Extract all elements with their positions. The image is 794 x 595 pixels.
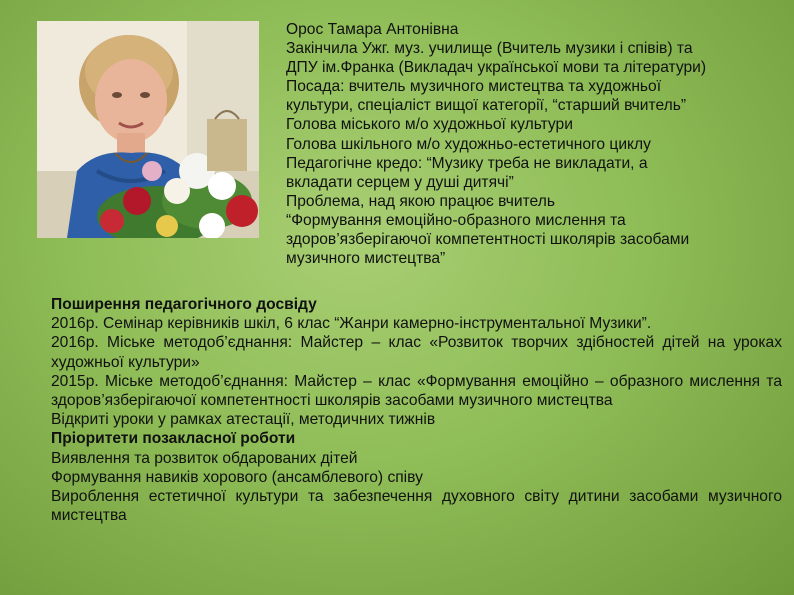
bio-line: Педагогічне кредо: “Музику треба не викладати, а [286,154,648,172]
experience-item: 2015р. Міське методоб’єднання: Майстер – клас «Формування емоційно – образного мислення та здоров’язберігаючої компетентності школярів засобами музичного мистецтва [51,372,782,410]
priority-item: Формування навиків хорового (ансамблевого) співу [51,468,423,486]
bio-line: Посада: вчитель музичного мистецтва та художньої [286,78,662,96]
experience-item: 2016р. Семінар керівників шкіл, 6 клас “Жанри камерно-інструментальної Музики”. [51,315,652,333]
bio-line: здоров’язберігаючої компетентності школярів засобами [286,231,690,249]
bio-line: культури, спеціаліст вищої категорії, “старший вчитель” [286,97,687,115]
bio-line: “Формування емоційно-образного мислення та [286,211,626,229]
experience-item: 2016р. Міське методоб’єднання: Майстер – клас «Розвиток творчих здібностей дітей на уроках художньої культури» [51,334,782,371]
bio-line: музичного мистецтва” [286,250,446,268]
teacher-bio [286,20,786,268]
experience-section [51,295,782,525]
section-heading: Поширення педагогічного досвіду [51,296,317,313]
priority-item: Вироблення естетичної культури та забезпечення духовного світу дитини засобами музичного мистецтва [51,488,782,525]
experience-item: Відкриті уроки у рамках атестації, методичних тижнів [51,411,436,429]
bio-line: Проблема, над якою працює вчитель [286,192,555,210]
section-heading: Пріоритети позакласної роботи [51,430,296,448]
priority-item: Виявлення та розвиток обдарованих дітей [51,449,358,467]
teacher-name: Орос Тамара Антонівна [286,21,459,38]
bio-line: Голова шкільного м/о художньо-естетичного циклу [286,135,651,153]
teacher-photo [37,21,259,238]
bio-line: ДПУ ім.Франка (Викладач української мови та літератури) [286,59,707,77]
bio-line: Голова міського м/о художньої культури [286,116,573,134]
bio-line: вкладати серцем у душі дитячі” [286,173,514,191]
bio-line: Закінчила Ужг. муз. училище (Вчитель музики і співів) та [286,40,693,58]
